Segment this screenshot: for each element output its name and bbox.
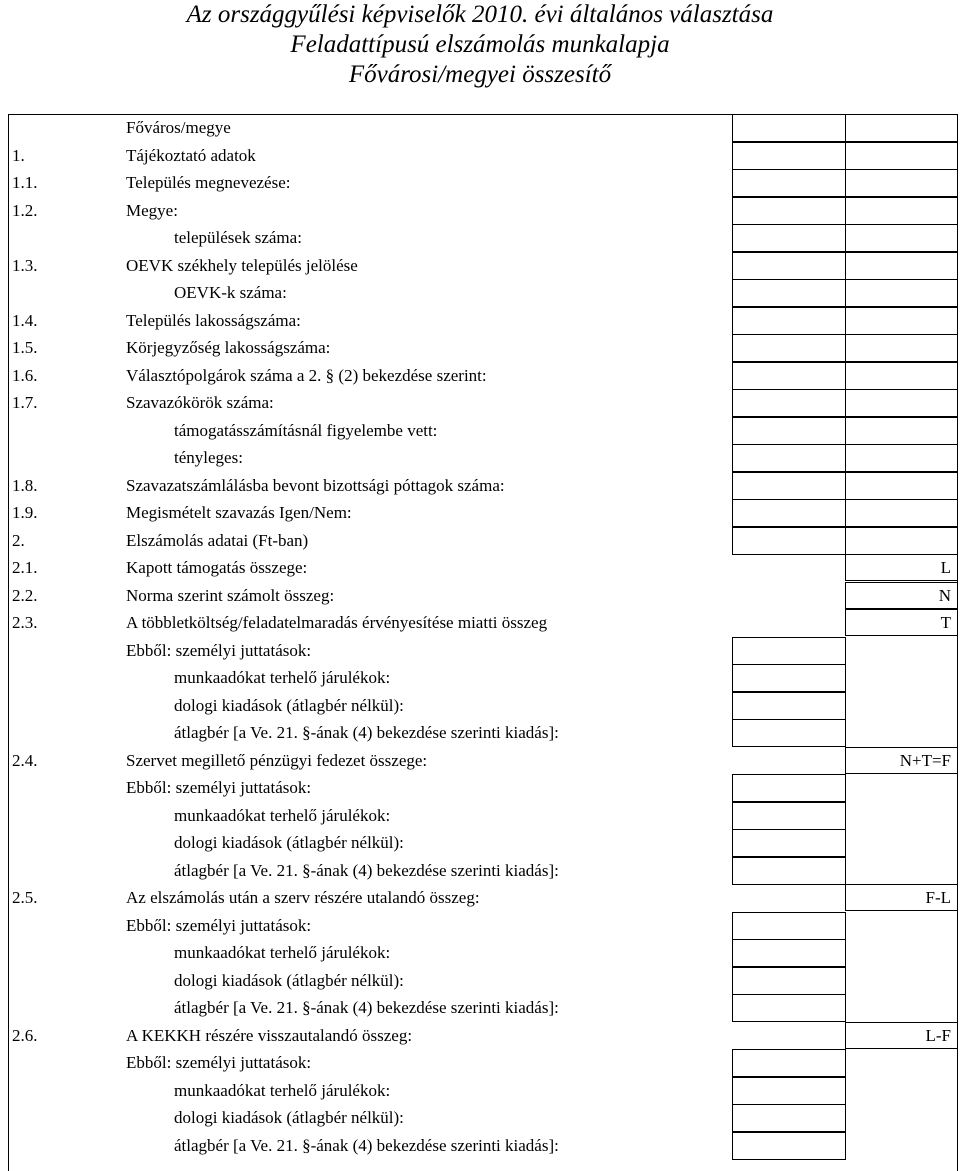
form-row <box>0 719 960 746</box>
form-title: Az országgyűlési képviselők 2010. évi általános választása <box>186 1 774 28</box>
row-label: Megismételt szavazás Igen/Nem: <box>126 503 352 522</box>
sub-amount-field[interactable] <box>732 912 846 940</box>
form-row <box>0 912 960 939</box>
row-label: A KEKKH részére visszautalandó összeg: <box>126 1025 413 1045</box>
row-label: Szavazókörök száma: <box>126 393 274 412</box>
entry-field[interactable] <box>732 417 846 445</box>
row-number: 2.5. <box>12 888 38 907</box>
entry-field[interactable] <box>845 197 958 225</box>
sub-amount-field[interactable] <box>732 719 846 747</box>
form-row <box>0 417 960 444</box>
row-number: 1.3. <box>12 255 38 275</box>
row-number: 2.6. <box>12 1025 38 1045</box>
row-label: munkaadókat terhelő járulékok: <box>174 943 391 962</box>
entry-field[interactable] <box>732 389 846 417</box>
row-label: Kapott támogatás összege: <box>126 558 308 577</box>
form-row <box>0 169 960 196</box>
amount-code-field[interactable] <box>845 747 958 774</box>
row-label: Választópolgárok száma a 2. § (2) bekezdése szerint: <box>126 365 487 385</box>
amount-code: F-L <box>925 888 951 907</box>
amount-code: L <box>940 558 951 577</box>
row-label: dologi kiadások (átlagbér nélkül): <box>174 833 404 852</box>
row-label: Ebből: személyi juttatások: <box>126 1053 312 1072</box>
entry-field[interactable] <box>732 307 846 335</box>
row-number: 2.2. <box>12 585 38 605</box>
form-row <box>0 609 960 636</box>
row-label: Elszámolás adatai (Ft-ban) <box>126 530 309 550</box>
form-row <box>0 114 960 141</box>
form-row <box>0 142 960 169</box>
entry-field[interactable] <box>845 279 958 307</box>
row-label: tényleges: <box>174 448 243 467</box>
row-number: 1.5. <box>12 338 38 357</box>
form-row <box>0 362 960 389</box>
row-label: támogatásszámításnál figyelembe vett: <box>174 420 438 440</box>
entry-field[interactable] <box>845 362 958 390</box>
row-label: Körjegyzőség lakosságszáma: <box>126 338 331 357</box>
entry-field[interactable] <box>732 499 846 527</box>
entry-field[interactable] <box>732 472 846 500</box>
form-subtitle: Feladattípusú elszámolás munkalapja <box>290 31 670 58</box>
entry-field[interactable] <box>845 334 958 362</box>
form-scope: Fővárosi/megyei összesítő <box>348 61 612 88</box>
amount-code: L-F <box>925 1025 951 1045</box>
row-label: átlagbér [a Ve. 21. §-ának (4) bekezdése szerinti kiadás]: <box>174 723 559 742</box>
entry-field[interactable] <box>845 114 958 142</box>
sub-amount-field[interactable] <box>732 1049 846 1077</box>
form-row <box>0 252 960 279</box>
entry-field[interactable] <box>732 362 846 390</box>
form-row <box>0 939 960 966</box>
row-label: Tájékoztató adatok <box>126 145 256 165</box>
amount-code: N <box>938 585 951 605</box>
row-number: 1.6. <box>12 365 38 385</box>
row-label: Szavazatszámlálásba bevont bizottsági póttagok száma: <box>126 475 505 495</box>
form-row <box>0 389 960 416</box>
sub-amount-field[interactable] <box>732 664 846 692</box>
entry-field[interactable] <box>845 527 958 555</box>
form-row <box>0 1049 960 1076</box>
form-row <box>0 637 960 664</box>
row-label: dologi kiadások (átlagbér nélkül): <box>174 1108 404 1127</box>
form-row <box>0 554 960 581</box>
row-number: 1.9. <box>12 503 38 522</box>
form-row <box>0 527 960 554</box>
sub-amount-field[interactable] <box>732 857 846 885</box>
row-label: Ebből: személyi juttatások: <box>126 778 312 797</box>
row-number: 1. <box>12 145 25 165</box>
row-label: dologi kiadások (átlagbér nélkül): <box>174 970 404 990</box>
row-label: települések száma: <box>174 228 302 247</box>
form-row <box>0 774 960 801</box>
entry-field[interactable] <box>732 279 846 307</box>
entry-field[interactable] <box>732 142 846 170</box>
row-number: 2.3. <box>12 613 38 632</box>
entry-field[interactable] <box>845 169 958 197</box>
form-row <box>0 664 960 691</box>
row-number: 1.4. <box>12 310 38 330</box>
row-number: 2. <box>12 530 25 550</box>
entry-field[interactable] <box>845 444 958 472</box>
form-row <box>0 747 960 774</box>
row-number: 2.4. <box>12 750 38 770</box>
entry-field[interactable] <box>845 499 958 527</box>
amount-code-field[interactable] <box>845 609 958 636</box>
form-row <box>0 829 960 856</box>
row-label: A többletköltség/feladatelmaradás érvényesítése miatti összeg <box>126 613 548 632</box>
form-row <box>0 967 960 994</box>
sub-amount-field[interactable] <box>732 939 846 967</box>
row-number: 1.7. <box>12 393 38 412</box>
row-number: 1.1. <box>12 173 38 192</box>
amount-code-field[interactable] <box>845 884 958 911</box>
row-label: Ebből: személyi juttatások: <box>126 915 312 935</box>
row-label: Az elszámolás után a szerv részére utalandó összeg: <box>126 888 480 907</box>
entry-field[interactable] <box>845 417 958 445</box>
row-label: Ebből: személyi juttatások: <box>126 640 312 660</box>
entry-field[interactable] <box>732 334 846 362</box>
row-label: Megye: <box>126 200 178 220</box>
form-row <box>0 307 960 334</box>
form-row <box>0 884 960 911</box>
form-row <box>0 1077 960 1104</box>
amount-code-field[interactable] <box>845 1022 958 1049</box>
entry-field[interactable] <box>845 307 958 335</box>
row-label: átlagbér [a Ve. 21. §-ának (4) bekezdése szerinti kiadás]: <box>174 998 559 1017</box>
form-row <box>0 472 960 499</box>
sub-amount-field[interactable] <box>732 774 846 802</box>
row-label: munkaadókat terhelő járulékok: <box>174 805 391 825</box>
sub-amount-field[interactable] <box>732 967 846 995</box>
entry-field[interactable] <box>732 224 846 252</box>
form-row <box>0 692 960 719</box>
form-row <box>0 1022 960 1049</box>
entry-field[interactable] <box>732 444 846 472</box>
form-row <box>0 1132 960 1159</box>
entry-field[interactable] <box>845 472 958 500</box>
row-label: Szervet megillető pénzügyi fedezet összege: <box>126 750 428 770</box>
entry-field[interactable] <box>732 252 846 280</box>
entry-field[interactable] <box>732 169 846 197</box>
row-number: 2.1. <box>12 558 38 577</box>
sub-amount-field[interactable] <box>732 1104 846 1132</box>
entry-field[interactable] <box>845 252 958 280</box>
sub-amount-field[interactable] <box>732 637 846 665</box>
form-row <box>0 224 960 251</box>
amount-code-field[interactable] <box>845 554 958 581</box>
row-label: Főváros/megye <box>126 118 231 137</box>
form-row <box>0 1104 960 1131</box>
form-row <box>0 802 960 829</box>
row-label: OEVK székhely település jelölése <box>126 255 358 275</box>
row-label: munkaadókat terhelő járulékok: <box>174 1080 391 1100</box>
sub-amount-field[interactable] <box>732 1077 846 1105</box>
entry-field[interactable] <box>845 389 958 417</box>
entry-field[interactable] <box>732 114 846 142</box>
row-number: 1.2. <box>12 200 38 220</box>
row-number: 1.8. <box>12 475 38 495</box>
form-row <box>0 444 960 471</box>
amount-code: T <box>940 613 951 632</box>
entry-field[interactable] <box>732 197 846 225</box>
sub-amount-field[interactable] <box>732 802 846 830</box>
row-label: átlagbér [a Ve. 21. §-ának (4) bekezdése szerinti kiadás]: <box>174 1135 559 1155</box>
sub-amount-field[interactable] <box>732 1132 846 1160</box>
form-row <box>0 279 960 306</box>
amount-code: N+T=F <box>899 750 951 770</box>
sub-amount-field[interactable] <box>732 994 846 1022</box>
row-label: dologi kiadások (átlagbér nélkül): <box>174 695 404 715</box>
form-row <box>0 334 960 361</box>
sub-amount-field[interactable] <box>732 829 846 857</box>
form-row <box>0 499 960 526</box>
row-label: munkaadókat terhelő járulékok: <box>174 668 391 687</box>
entry-field[interactable] <box>732 527 846 555</box>
row-label: Norma szerint számolt összeg: <box>126 585 335 605</box>
form-row <box>0 857 960 884</box>
row-label: Település lakosságszáma: <box>126 310 301 330</box>
entry-field[interactable] <box>845 142 958 170</box>
row-label: Település megnevezése: <box>126 173 291 192</box>
form-row <box>0 197 960 224</box>
row-label: átlagbér [a Ve. 21. §-ának (4) bekezdése szerinti kiadás]: <box>174 860 559 880</box>
row-label: OEVK-k száma: <box>174 283 287 302</box>
amount-code-field[interactable] <box>845 582 958 609</box>
entry-field[interactable] <box>845 224 958 252</box>
form-row <box>0 994 960 1021</box>
sub-amount-field[interactable] <box>732 692 846 720</box>
form-row <box>0 582 960 609</box>
